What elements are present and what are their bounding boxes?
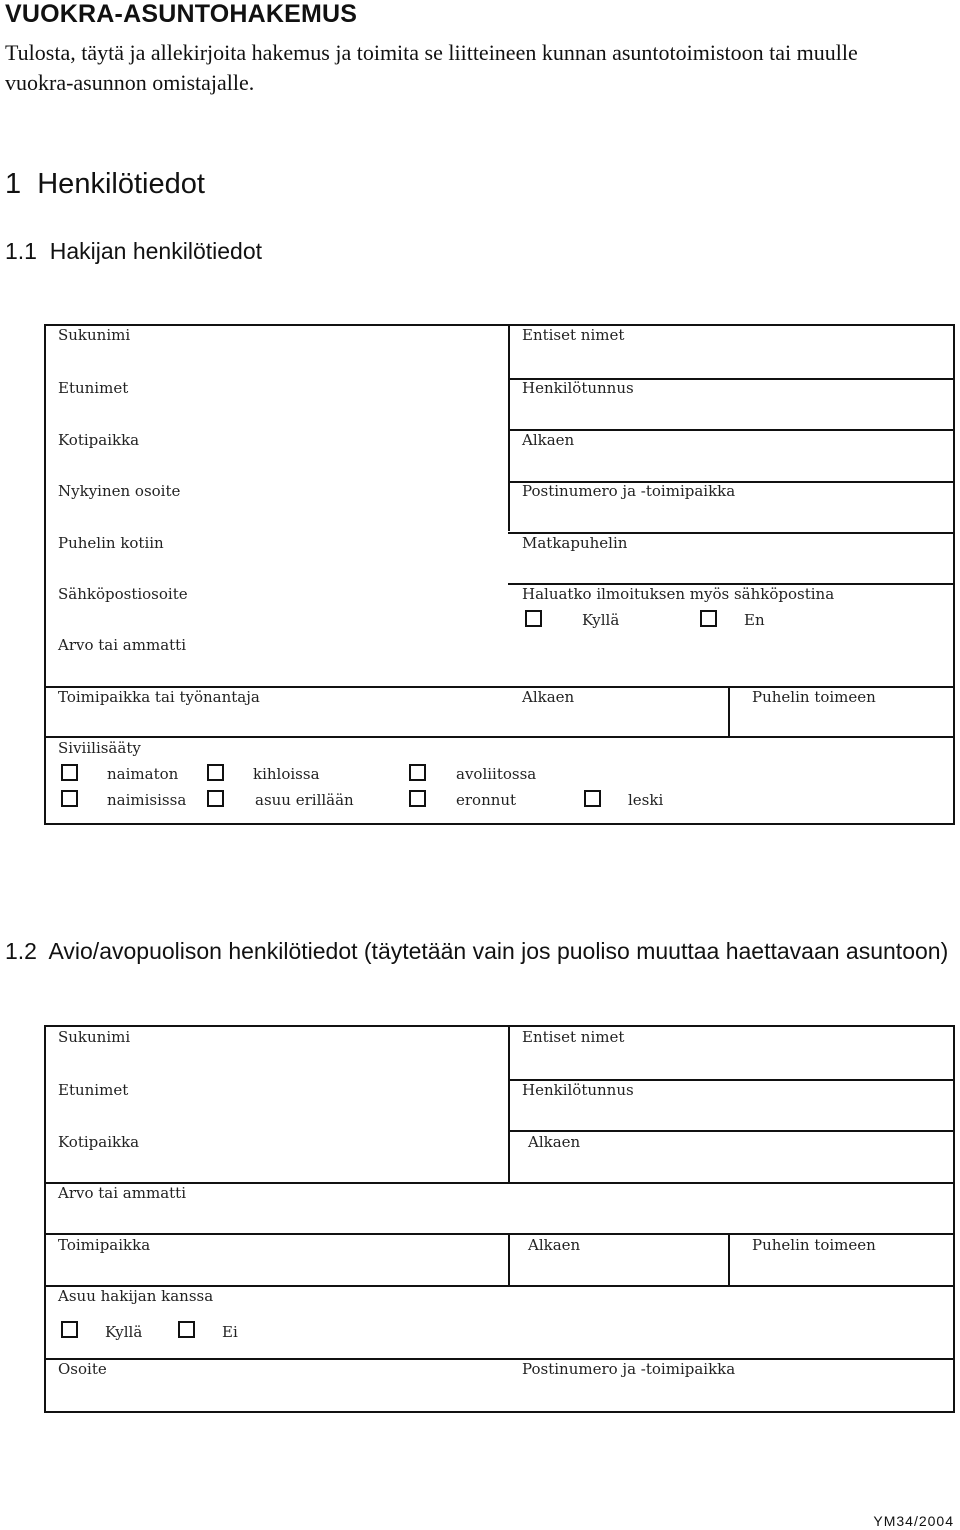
email-notify-no-label: En bbox=[744, 611, 765, 629]
marital-divorced-checkbox[interactable] bbox=[409, 790, 426, 807]
field-mobile-phone[interactable]: Matkapuhelin bbox=[522, 534, 628, 552]
marital-unmarried-checkbox[interactable] bbox=[61, 764, 78, 781]
email-notify-question: Haluatko ilmoituksen myös sähköpostina bbox=[522, 585, 835, 603]
spouse-field-former-names[interactable]: Entiset nimet bbox=[522, 1028, 625, 1046]
field-home-phone[interactable]: Puhelin kotiin bbox=[58, 534, 164, 552]
spouse-field-workplace[interactable]: Toimipaikka bbox=[58, 1236, 151, 1254]
spouse-field-work-phone[interactable]: Puhelin toimeen bbox=[752, 1236, 876, 1254]
spouse-field-surname[interactable]: Sukunimi bbox=[58, 1028, 131, 1046]
marital-married-checkbox[interactable] bbox=[61, 790, 78, 807]
marital-cohabiting-checkbox[interactable] bbox=[409, 764, 426, 781]
field-work-phone[interactable]: Puhelin toimeen bbox=[752, 688, 876, 706]
marital-separated-checkbox[interactable] bbox=[207, 790, 224, 807]
subsection-heading-spouse: 1.2 Avio/avopuolison henkilötiedot (täytetään vain jos puoliso muuttaa haettavaan asuntoon) bbox=[5, 938, 949, 964]
spouse-field-municipality[interactable]: Kotipaikka bbox=[58, 1133, 140, 1151]
marital-widowed-checkbox[interactable] bbox=[584, 790, 601, 807]
form-instructions: Tulosta, täytä ja allekirjoita hakemus ja toimita se liitteineen kunnan asuntotoimistoon tai muulle vuokra-asunnon omistajalle. bbox=[5, 40, 858, 95]
marital-cohabiting-label: avoliitossa bbox=[456, 765, 537, 783]
email-notify-yes-label: Kyllä bbox=[582, 611, 620, 629]
spouse-field-postal-code[interactable]: Postinumero ja -toimipaikka bbox=[522, 1360, 736, 1378]
field-first-names[interactable]: Etunimet bbox=[58, 379, 129, 397]
lives-with-no-checkbox[interactable] bbox=[178, 1321, 195, 1338]
field-work-since[interactable]: Alkaen bbox=[522, 688, 575, 706]
section-heading-personal-info: 1 Henkilötiedot bbox=[5, 168, 205, 200]
spouse-field-since[interactable]: Alkaen bbox=[528, 1133, 581, 1151]
field-since[interactable]: Alkaen bbox=[522, 431, 575, 449]
spouse-lives-with-label: Asuu hakijan kanssa bbox=[58, 1287, 214, 1305]
lives-with-no-label: Ei bbox=[222, 1323, 238, 1341]
marital-divorced-label: eronnut bbox=[456, 791, 517, 809]
spouse-field-occupation[interactable]: Arvo tai ammatti bbox=[58, 1184, 186, 1202]
form-code: YM34/2004 bbox=[873, 1513, 954, 1529]
spouse-field-personal-id[interactable]: Henkilötunnus bbox=[522, 1081, 634, 1099]
lives-with-yes-checkbox[interactable] bbox=[61, 1321, 78, 1338]
marital-engaged-checkbox[interactable] bbox=[207, 764, 224, 781]
marital-separated-label: asuu erillään bbox=[255, 791, 354, 809]
field-former-names[interactable]: Entiset nimet bbox=[522, 326, 625, 344]
form-title: VUOKRA-ASUNTOHAKEMUS bbox=[5, 0, 358, 28]
field-personal-id[interactable]: Henkilötunnus bbox=[522, 379, 634, 397]
email-notify-yes-checkbox[interactable] bbox=[525, 610, 542, 627]
field-current-address[interactable]: Nykyinen osoite bbox=[58, 482, 181, 500]
spouse-field-first-names[interactable]: Etunimet bbox=[58, 1081, 129, 1099]
field-postal-code[interactable]: Postinumero ja -toimipaikka bbox=[522, 482, 736, 500]
lives-with-yes-label: Kyllä bbox=[105, 1323, 143, 1341]
marital-engaged-label: kihloissa bbox=[253, 765, 320, 783]
spouse-info-table bbox=[44, 1025, 955, 1413]
spouse-field-address[interactable]: Osoite bbox=[58, 1360, 107, 1378]
email-notify-no-checkbox[interactable] bbox=[700, 610, 717, 627]
spouse-field-work-since[interactable]: Alkaen bbox=[528, 1236, 581, 1254]
applicant-info-table bbox=[44, 324, 955, 825]
marital-unmarried-label: naimaton bbox=[107, 765, 179, 783]
marital-married-label: naimisissa bbox=[107, 791, 187, 809]
field-occupation[interactable]: Arvo tai ammatti bbox=[58, 636, 186, 654]
field-municipality[interactable]: Kotipaikka bbox=[58, 431, 140, 449]
field-email[interactable]: Sähköpostiosoite bbox=[58, 585, 188, 603]
field-surname[interactable]: Sukunimi bbox=[58, 326, 131, 344]
marital-status-label: Siviilisääty bbox=[58, 739, 141, 757]
subsection-heading-applicant: 1.1 Hakijan henkilötiedot bbox=[5, 238, 262, 264]
field-workplace[interactable]: Toimipaikka tai työnantaja bbox=[58, 688, 260, 706]
marital-widowed-label: leski bbox=[628, 791, 664, 809]
